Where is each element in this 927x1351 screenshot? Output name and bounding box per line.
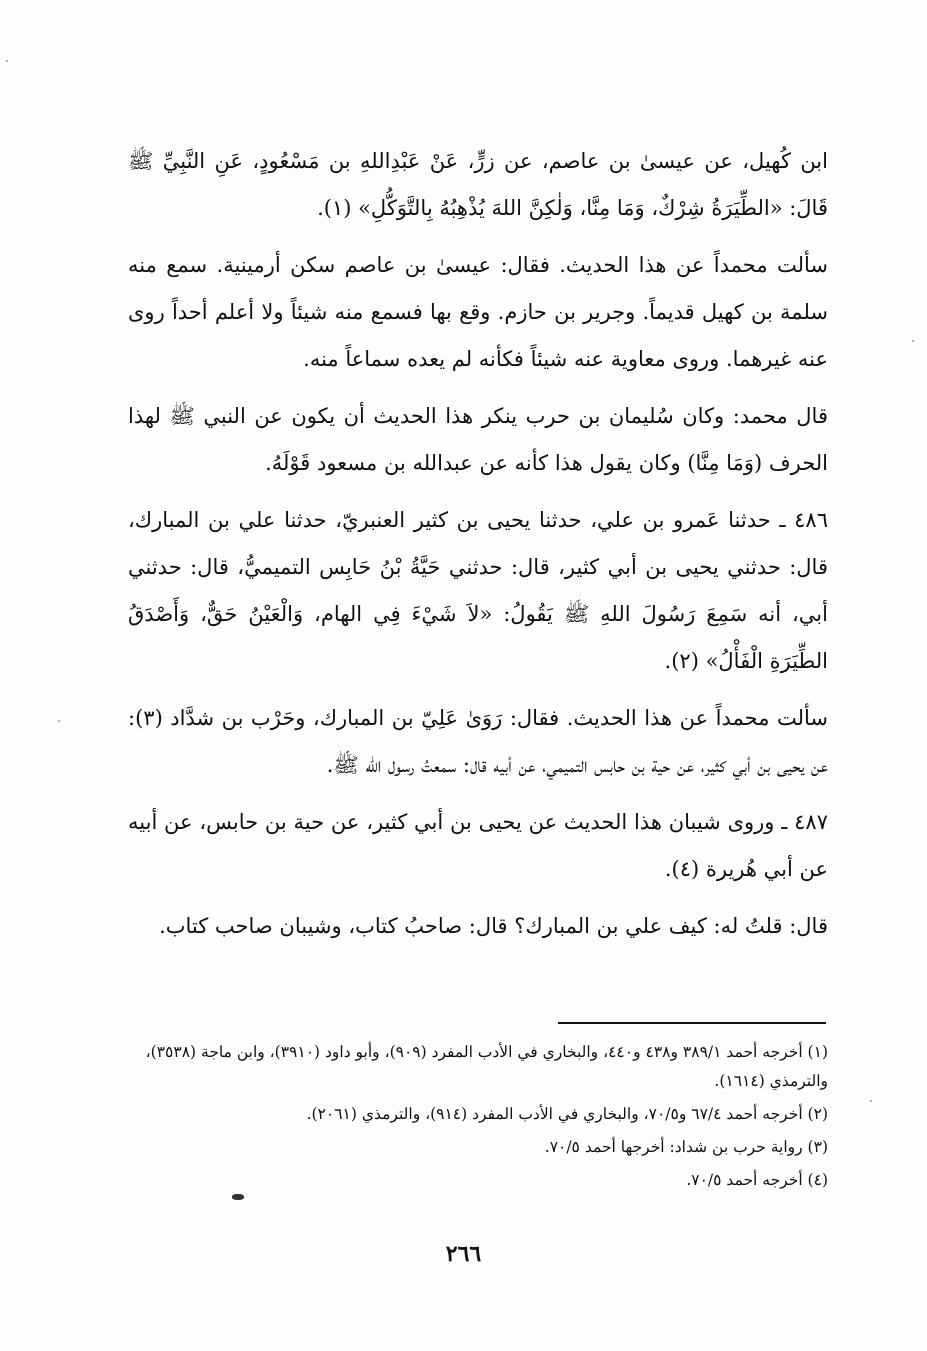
- paragraph: ٤٨٦ ـ حدثنا عَمرو بن علي، حدثنا يحيى بن كثير العنبريّ، حدثنا علي بن المبارك، قال: حدثني يحيى بن أبي كثير، قال: حدثني حَيَّةُ بْنُ حَابِس التميميُّ، قال: حدثني أبي، أنه سَمِعَ رَسُولَ اللهِ ﷺ يَقُولُ: «لاَ شَيْءَ فِي الهام، وَالْعَيْنُ حَقٌّ، وَأَصْدَقُ الطِّيَرَةِ الْفَأْلُ» (٢).: [128, 508, 828, 673]
- scan-speck: [870, 1100, 872, 1102]
- footnote: (٣) رواية حرب بن شداد: أخرجها أحمد ٧٠/٥.: [544, 1138, 828, 1156]
- paragraph: سألت محمداً عن هذا الحديث. فقال: رَوَىٰ عَلِيّ بن المبارك، وحَرْب بن شدَّاد (٣): عن يحيى بن أبي كثير، عن حية بن حابس التميمي، عن أبيه قال: سمعتُ رسول الله ﷺ.: [128, 706, 828, 777]
- paragraph: سألت محمداً عن هذا الحديث. فقال: عيسىٰ بن عاصم سكن أرمينية. سمع منه سلمة بن كهيل قديماً. وجرير بن حازم. وقع بها فسمع منه شيئاً ولا أعلم أحداً روى عنه غيرهما. وروى معاوية عنه شيئاً فكأنه لم يعده سماعاً منه.: [128, 253, 828, 371]
- paragraph: قال محمد: وكان سُليمان بن حرب ينكر هذا الحديث أن يكون عن النبي ﷺ لهذا الحرف (وَمَا مِنَّا) وكان يقول هذا كأنه عن عبدالله بن مسعود قَوْلَهُ.: [128, 404, 828, 475]
- main-text: [128, 138, 828, 960]
- scan-speck: [912, 340, 914, 342]
- paragraph: ٤٨٧ ـ وروى شيبان هذا الحديث عن يحيى بن أبي كثير، عن حية بن حابس، عن أبيه عن أبي هُريرة (٤).: [128, 810, 828, 881]
- footnote-separator: [558, 1022, 826, 1024]
- scan-speck: [6, 60, 8, 62]
- footnotes: [128, 1038, 828, 1199]
- footnote: (٤) أخرجه أحمد ٧٠/٥.: [686, 1171, 828, 1189]
- paragraph: ابن كُهيل، عن عيسىٰ بن عاصم، عن زرٍّ، عَنْ عَبْدِاللهِ بن مَسْعُودٍ، عَنِ النَّبِيِّ ﷺ قَالَ: «الطِّيَرَةُ شِرْكٌ، وَمَا مِنَّا، وَلٰكِنَّ اللهَ يُذْهِبُهُ بِالتَّوَكُّلِ» (١).: [128, 149, 828, 220]
- ink-mark: [232, 1194, 244, 1200]
- footnote: (١) أخرجه أحمد ٣٨٩/١ و٤٣٨ و٤٤٠، والبخاري في الأدب المفرد (٩٠٩)، وأبو داود (٣٩١٠)، وابن ماجة (٣٥٣٨)، والترمذي (١٦١٤).: [145, 1043, 828, 1090]
- page-number: ٢٦٦: [445, 1241, 482, 1267]
- paragraph: قال: قلتُ له: كيف علي بن المبارك؟ قال: صاحبُ كتاب، وشيبان صاحب كتاب.: [159, 914, 828, 938]
- scan-speck: [58, 720, 60, 722]
- footnote: (٢) أخرجه أحمد ٦٧/٤ و٧٠/٥، والبخاري في الأدب المفرد (٩١٤)، والترمذي (٢٠٦١).: [306, 1105, 828, 1123]
